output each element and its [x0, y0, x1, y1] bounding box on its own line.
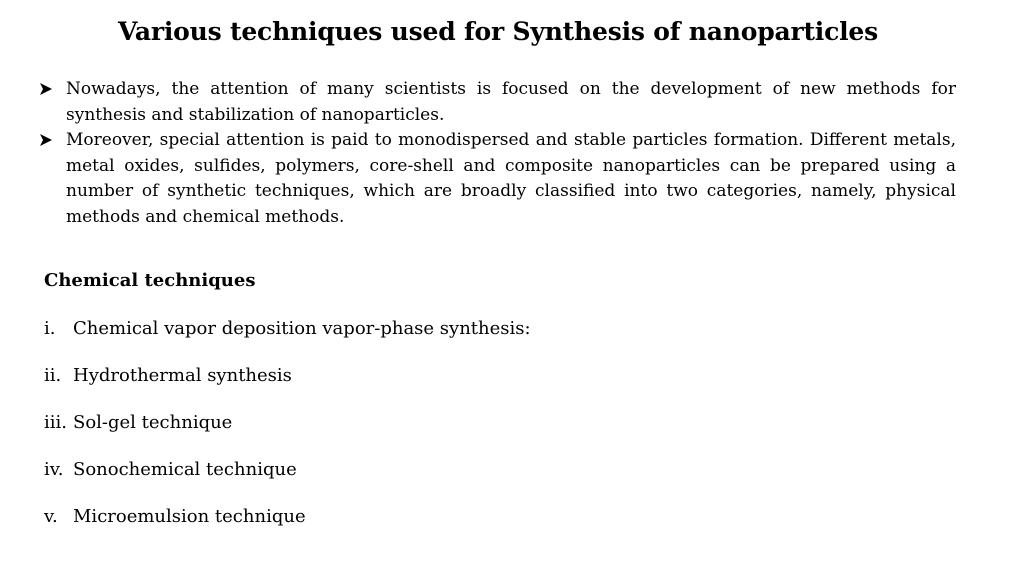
bullet-item [38, 128, 956, 230]
bullet-item [38, 77, 956, 128]
list-item-number: i. [44, 318, 56, 339]
arrowhead-bullet-icon [38, 77, 56, 102]
list-item [44, 457, 531, 504]
bullet-text: Moreover, special attention is paid to monodispersed and stable particles formation. Different metals, metal oxides, sulfides, polymers, core-shell and composite nanoparticles can be prepared using a number of synthetic techniques, which are broadly classified into two categories, namely, physical methods and chemical methods. [66, 130, 956, 227]
list-item-label: Microemulsion technique [73, 506, 306, 527]
list-item-number: iii. [44, 412, 67, 433]
list-item-label: Chemical vapor deposition vapor-phase synthesis: [73, 318, 531, 339]
bullet-text: Nowadays, the attention of many scientists is focused on the development of new methods for synthesis and stabilization of nanoparticles. [66, 79, 956, 125]
chemical-techniques-list [44, 316, 531, 551]
page-title: Various techniques used for Synthesis of nanoparticles [118, 17, 879, 46]
list-item [44, 504, 531, 551]
list-item-label: Sol-gel technique [73, 412, 233, 433]
list-item-number: ii. [44, 365, 62, 386]
list-item-number: v. [44, 506, 58, 527]
list-item-label: Hydrothermal synthesis [73, 365, 292, 386]
list-item [44, 410, 531, 457]
list-item [44, 363, 531, 410]
list-item [44, 316, 531, 363]
list-item-label: Sonochemical technique [73, 459, 297, 480]
section-heading-chemical: Chemical techniques [44, 270, 256, 291]
list-item-number: iv. [44, 459, 64, 480]
arrowhead-bullet-icon [38, 128, 56, 153]
bullet-list [38, 77, 956, 230]
